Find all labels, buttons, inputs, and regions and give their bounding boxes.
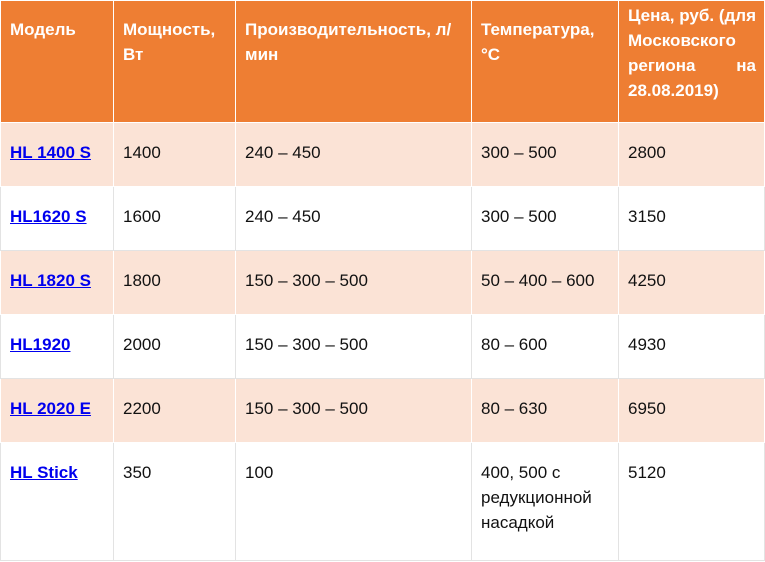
model-cell <box>1 315 114 379</box>
temperature-cell: 50 – 400 – 600 <box>472 251 619 315</box>
temperature-cell: 80 – 630 <box>472 379 619 443</box>
model-cell <box>1 443 114 561</box>
price-cell: 4250 <box>619 251 765 315</box>
throughput-cell: 150 – 300 – 500 <box>236 379 472 443</box>
temperature-cell: 80 – 600 <box>472 315 619 379</box>
table-row <box>1 379 765 443</box>
price-cell: 4930 <box>619 315 765 379</box>
throughput-cell: 240 – 450 <box>236 123 472 187</box>
price-cell: 6950 <box>619 379 765 443</box>
price-cell: 2800 <box>619 123 765 187</box>
power-cell: 2200 <box>114 379 236 443</box>
model-link[interactable]: HL1620 S <box>10 207 87 226</box>
model-cell <box>1 187 114 251</box>
power-cell: 1600 <box>114 187 236 251</box>
table-row <box>1 315 765 379</box>
price-cell: 3150 <box>619 187 765 251</box>
header-temperature: Температура, °С <box>472 1 619 123</box>
model-link[interactable]: HL Stick <box>10 463 78 482</box>
power-cell: 350 <box>114 443 236 561</box>
table-row <box>1 443 765 561</box>
model-link[interactable]: HL1920 <box>10 335 71 354</box>
throughput-cell: 150 – 300 – 500 <box>236 315 472 379</box>
model-cell <box>1 123 114 187</box>
header-model: Модель <box>1 1 114 123</box>
model-link[interactable]: HL 1400 S <box>10 143 91 162</box>
model-link[interactable]: HL 2020 E <box>10 399 91 418</box>
table-row <box>1 251 765 315</box>
model-cell <box>1 251 114 315</box>
header-row <box>1 1 765 123</box>
temperature-cell: 400, 500 с редукционной насадкой <box>472 443 619 561</box>
header-throughput: Производительность, л/мин <box>236 1 472 123</box>
power-cell: 1400 <box>114 123 236 187</box>
temperature-cell: 300 – 500 <box>472 123 619 187</box>
temperature-cell: 300 – 500 <box>472 187 619 251</box>
power-cell: 2000 <box>114 315 236 379</box>
throughput-cell: 150 – 300 – 500 <box>236 251 472 315</box>
model-cell <box>1 379 114 443</box>
table-row <box>1 123 765 187</box>
throughput-cell: 100 <box>236 443 472 561</box>
header-power: Мощность, Вт <box>114 1 236 123</box>
power-cell: 1800 <box>114 251 236 315</box>
table-row <box>1 187 765 251</box>
price-cell: 5120 <box>619 443 765 561</box>
model-link[interactable]: HL 1820 S <box>10 271 91 290</box>
throughput-cell: 240 – 450 <box>236 187 472 251</box>
header-price: Цена, руб. (для Московского региона на 28.08.2019) <box>619 1 765 123</box>
